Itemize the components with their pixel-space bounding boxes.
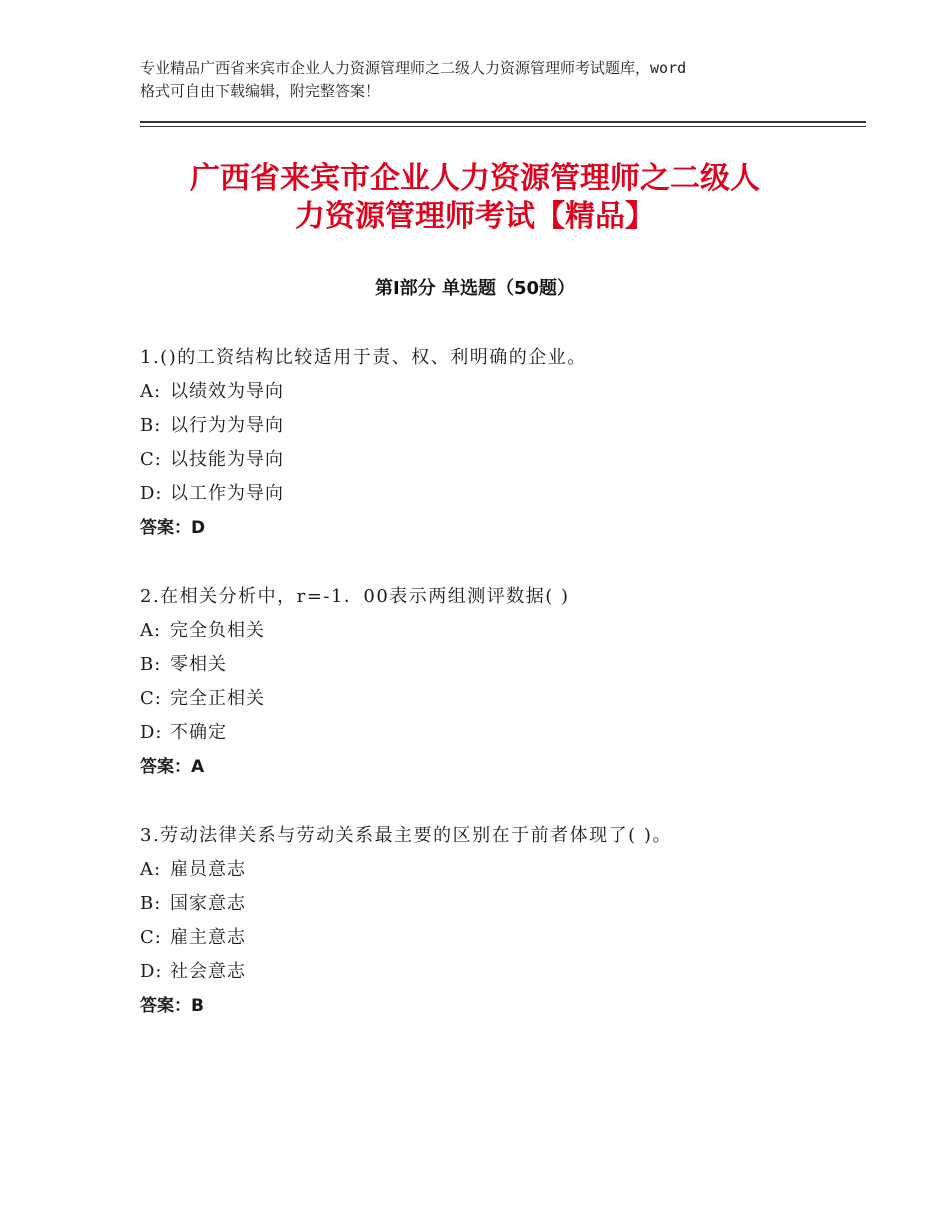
answer-line: 答案：D [140,518,206,538]
option-text: 雇员意志 [170,859,246,880]
question-stem: 2.在相关分析中，r=-1．00表示两组测评数据( ) [140,586,570,607]
header-divider-thick [140,121,866,123]
option-b [140,648,860,682]
option-c [140,921,860,955]
option-key: B: [140,893,162,914]
question-3 [140,819,860,1023]
title-line-2: 力资源管理师考试【精品】 [295,199,655,234]
question-2 [140,580,860,784]
option-key: B: [140,654,162,675]
option-d [140,955,860,989]
option-b [140,409,860,443]
header-divider-thin [140,126,866,127]
option-a [140,614,860,648]
option-key: A: [140,859,162,880]
option-key: C: [140,449,162,470]
header-line-2: 格式可自由下载编辑，附完整答案！ [140,82,381,100]
option-key: C: [140,688,162,709]
option-text: 以行为为导向 [170,415,284,436]
option-b [140,887,860,921]
option-text: 以技能为导向 [170,449,284,470]
option-key: D: [140,722,163,743]
option-text: 不确定 [170,722,227,743]
document-header-note [140,57,840,103]
question-stem: 1.()的工资结构比较适用于责、权、利明确的企业。 [140,347,587,368]
option-c [140,443,860,477]
option-d [140,716,860,750]
document-title [80,160,870,236]
option-key: B: [140,415,162,436]
option-text: 国家意志 [170,893,246,914]
answer-line: 答案：B [140,996,204,1016]
option-text: 完全负相关 [170,620,265,641]
option-d [140,477,860,511]
answer-line: 答案：A [140,757,205,777]
question-stem: 3.劳动法律关系与劳动关系最主要的区别在于前者体现了( )。 [140,825,672,846]
option-key: A: [140,620,162,641]
option-c [140,682,860,716]
option-key: D: [140,961,163,982]
option-key: D: [140,483,163,504]
option-text: 零相关 [170,654,227,675]
option-text: 以工作为导向 [170,483,284,504]
section-heading: 第Ⅰ部分 单选题（50题） [374,278,575,299]
header-line-1: 专业精品广西省来宾市企业人力资源管理师之二级人力资源管理师考试题库，word [140,59,687,77]
option-a [140,853,860,887]
option-a [140,375,860,409]
title-line-1: 广西省来宾市企业人力资源管理师之二级人 [190,161,760,196]
option-key: C: [140,927,162,948]
question-1 [140,341,860,545]
option-key: A: [140,381,162,402]
option-text: 社会意志 [170,961,246,982]
option-text: 以绩效为导向 [170,381,284,402]
option-text: 完全正相关 [170,688,265,709]
option-text: 雇主意志 [170,927,246,948]
